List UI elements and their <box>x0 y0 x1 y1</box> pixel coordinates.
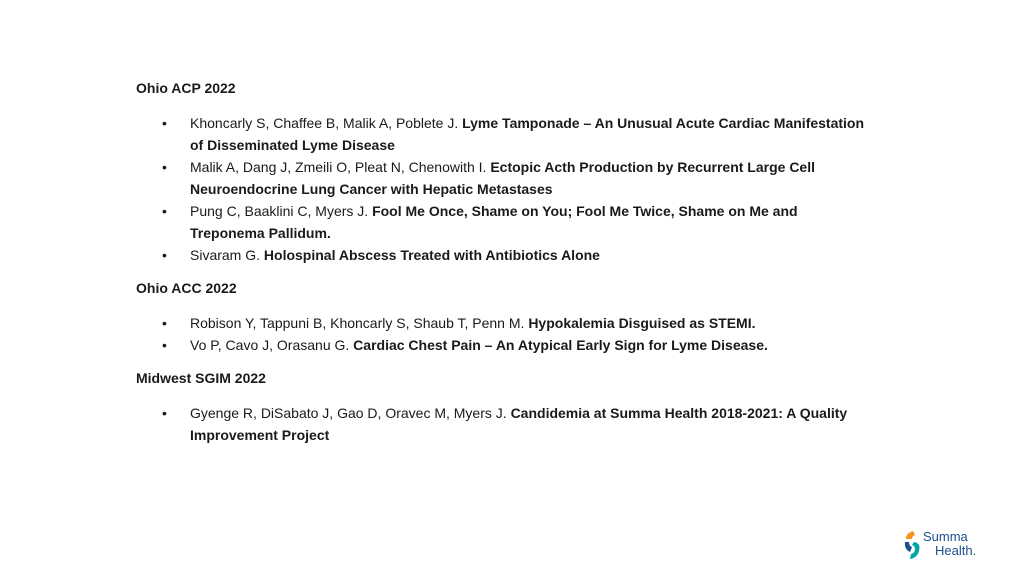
publication-title: Holospinal Abscess Treated with Antibiotics Alone <box>263 247 600 263</box>
publication-authors: Malik A, Dang J, Zmeili O, Pleat N, Chenowith I. <box>190 159 487 175</box>
summa-logo-icon <box>903 529 923 561</box>
summa-health-logo <box>903 527 983 563</box>
list-item <box>136 334 876 356</box>
bullet-icon: • <box>162 405 167 421</box>
publication-items <box>136 112 876 266</box>
bullet-icon: • <box>162 247 167 263</box>
logo-line-1: Summa <box>923 529 968 544</box>
publication-authors: Vo P, Cavo J, Orasanu G. <box>190 337 350 353</box>
publication-authors: Pung C, Baaklini C, Myers J. <box>190 203 369 219</box>
bullet-icon: • <box>162 337 167 353</box>
logo-wordmark <box>923 530 976 558</box>
publication-authors: Robison Y, Tappuni B, Khoncarly S, Shaub T, Penn M. <box>190 315 525 331</box>
publication-list <box>136 78 876 458</box>
list-item <box>136 112 876 156</box>
bullet-icon: • <box>162 115 167 131</box>
bullet-icon: • <box>162 203 167 219</box>
publication-section <box>136 278 876 356</box>
bullet-icon: • <box>162 315 167 331</box>
publication-section <box>136 78 876 266</box>
publication-title: Lyme Tamponade – An Unusual Acute Cardiac Manifestation of Disseminated Lyme Disease <box>190 115 865 153</box>
section-heading: Ohio ACC 2022 <box>136 280 237 296</box>
list-item <box>136 402 876 446</box>
publication-authors: Sivaram G. <box>190 247 261 263</box>
publication-title: Fool Me Once, Shame on You; Fool Me Twice, Shame on Me and Treponema Pallidum. <box>190 203 798 241</box>
publication-title: Candidemia at Summa Health 2018-2021: A Quality Improvement Project <box>190 405 848 443</box>
publication-title: Ectopic Acth Production by Recurrent Large Cell Neuroendocrine Lung Cancer with Hepatic Metastases <box>190 159 815 197</box>
publication-items <box>136 402 876 446</box>
list-item <box>136 244 876 266</box>
list-item <box>136 312 876 334</box>
publication-items <box>136 312 876 356</box>
publication-authors: Gyenge R, DiSabato J, Gao D, Oravec M, Myers J. <box>190 405 507 421</box>
bullet-icon: • <box>162 159 167 175</box>
logo-line-2: Health. <box>935 543 977 558</box>
publication-title: Hypokalemia Disguised as STEMI. <box>528 315 756 331</box>
list-item <box>136 156 876 200</box>
section-heading: Ohio ACP 2022 <box>136 80 236 96</box>
publication-authors: Khoncarly S, Chaffee B, Malik A, Poblete J. <box>190 115 459 131</box>
publication-section <box>136 368 876 446</box>
publication-title: Cardiac Chest Pain – An Atypical Early Sign for Lyme Disease. <box>353 337 768 353</box>
list-item <box>136 200 876 244</box>
section-heading: Midwest SGIM 2022 <box>136 370 266 386</box>
